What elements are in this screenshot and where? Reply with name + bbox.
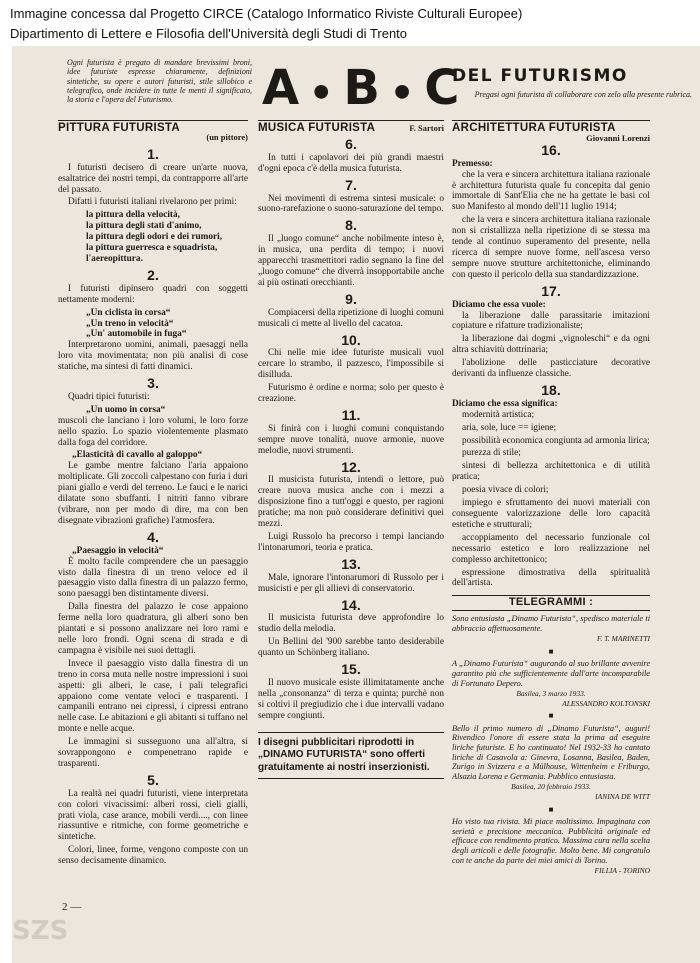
paragraph: Quadri tipici futuristi:	[68, 391, 150, 402]
item-number: 2.	[147, 266, 159, 283]
paragraph: Si finirà con i luoghi comuni conquistando sempre nuove tonalità, nuove armonie, nuove melodie, nuovi strumenti.	[258, 423, 444, 456]
list-item: „Un treno in velocità“	[86, 318, 174, 329]
list-item: la pittura degli odori e dei rumori,	[86, 232, 223, 243]
telegram-signature: ALESSANDRO KOLTONSKI	[562, 698, 650, 708]
dot-icon: ●	[384, 80, 425, 102]
paragraph: Futurismo è ordine e norma; solo per questo è creazione.	[258, 383, 444, 405]
paragraph: possibilità economica congiunta ad armonia lirica;	[462, 435, 650, 446]
paragraph: Dalla finestra del palazzo le cose appaiono ferme nella loro quadratura, gli alberi sono ben piantati e si possono analizzare nei loro rami e nelle loro frondi. Ogni scena di strada e di campagna è visibile nei suoi dettagli.	[58, 602, 248, 656]
telegrams-title: TELEGRAMMI :	[508, 596, 594, 609]
section-title: MUSICA FUTURISTA	[258, 122, 376, 134]
paragraph: espressione dimostrativa della spiritualità dell'artista.	[452, 567, 650, 589]
library-stamp: SZS	[12, 916, 69, 946]
letter-c: C	[424, 60, 464, 116]
item-number: 10.	[341, 331, 361, 348]
section-author: F. Sartori	[409, 123, 444, 133]
paragraph: I futuristi dipinsero quadri con soggetti nettamente moderni:	[58, 283, 248, 305]
paragraph: Luigi Russolo ha precorso i tempi lanciando l'intonarumori, teoria e pratica.	[258, 532, 444, 553]
square-icon: ■	[548, 646, 554, 656]
item-number: 8.	[345, 217, 357, 234]
paragraph: Male, ignorare l'intonarumori di Russolo per i musicisti e per gli allievi di conservatorio.	[258, 572, 444, 594]
item-number: 5.	[147, 771, 159, 788]
list-item: „Un uomo in corsa“	[86, 404, 166, 415]
item-number: 1.	[147, 145, 159, 162]
paragraph: modernità artistica;	[462, 409, 535, 420]
source-banner	[0, 0, 700, 46]
subheading: Diciamo che essa significa:	[452, 398, 558, 409]
list-item: „Un' automobile in fuga“	[86, 329, 187, 340]
paragraph: Difatti i futuristi italiani rivelarono per primi:	[68, 197, 237, 208]
banner-line-1: Immagine concessa dal Progetto CIRCE (Catalogo Informatico Riviste Culturali Europee)	[10, 6, 523, 21]
list-item: „Un ciclista in corsa“	[86, 307, 171, 318]
dot-icon: ●	[303, 80, 344, 102]
telegram-signature: F. T. MARINETTI	[596, 634, 650, 644]
telegrams-section	[452, 595, 650, 875]
paragraph: Il musicista futurista, intendi o lettore, può creare nuova musica anche con i mezzi a disposizione fino a tutt'oggi e questo, per ragioni pratiche; ma non può considerare definitivi quei mezzi.	[258, 475, 444, 530]
column-musica	[258, 120, 444, 779]
paragraph: aria, sole, luce == igiene;	[462, 422, 557, 433]
advertising-notice: I disegni pubblicitari riprodotti in „DINAMO FUTURISTA“ sono offerti gratuitamente ai nostri inserzionisti.	[258, 732, 444, 780]
paragraph: Chi nelle mie idee futuriste musicali vuol cercare lo strambo, il pazzesco, l'impossibile si disilluda.	[258, 348, 444, 381]
paragraph: Nei movimenti di estrema sintesi musicale: o suono-rarefazione o suono-saturazione del tempo.	[258, 193, 444, 215]
section-title: PITTURA FUTURISTA	[58, 122, 181, 134]
paragraph: Le immagini si susseguono una all'altra, si sovrappongono e compenetrano rapide e trasparenti.	[58, 737, 248, 769]
divider	[452, 610, 650, 611]
item-number: 12.	[341, 458, 361, 475]
newspaper-page	[12, 46, 700, 963]
telegram-text: Bello il primo numero di „Dinamo Futurista“, auguri! Rivendico l'onore di essere stata la prima ad eseguire liriche futuriste. E ho continuato! Nel 1932-33 ho cantato liriche di Casavola a: Ginevra, Losanna, Basilea, Baden, Zurigo in Svizzera e a Mülhouse, Wittenheim e Friburgo, Alsazia Lorena e Germania. Pubblico entusiasta.	[452, 723, 650, 781]
item-number: 4.	[147, 528, 159, 545]
paragraph: Le gambe mentre falciano l'aria appaiono moltiplicate. Gli zoccoli calpestano con furia i duri piani giallo e verdi del terreno. Le fauci e le narici dilatate sono sbuffanti. I nitriti fanno vibrare (vibrare, non per modo di dire, ma con ben disegnate vibrazioni grafiche) l'atmosfera.	[58, 461, 248, 526]
divider	[452, 120, 650, 121]
telegram-signature: FILLIA - TORINO	[594, 866, 650, 876]
list-item: „Paesaggio in velocità“	[72, 545, 164, 556]
masthead-abc	[262, 60, 463, 116]
paragraph: Colori, linee, forme, vengono composte con un senso decisamente dinamico.	[58, 845, 248, 867]
paragraph: muscoli che lanciano i loro volumi, le loro forze nello spazio. Lo spazio violentemente plasmato dalla foga del corridore.	[58, 415, 248, 448]
square-icon: ■	[548, 804, 554, 814]
item-number: 11.	[341, 406, 361, 423]
item-number: 14.	[341, 596, 361, 613]
paragraph: I futuristi decisero di creare un'arte nuova, esaltatrice dei nostri tempi, da contrapporre all'arte del passato.	[58, 162, 248, 195]
telegram-text: Ho visto tua rivista. Mi piace moltissimo. Impaginata con serietà e precisione meccanica. Pubblicità originale ed efficace con rendimento pratico. Massima cura nella scelta degli articoli e delle fotografie. Molto bene. Mi congratulo con te anche da parte dei miei amici di Torino.	[452, 817, 650, 865]
masthead-subtitle: DEL FUTURISMO	[452, 66, 628, 86]
masthead-intro: Ogni futurista è pregato di mandare brevissimi broni, idee futuriste espresse chiaramente, definizioni sintetiche, su opere e autori futuristi, stile sillobico e telegrafico, onde incidere in tutte le menti il significato, la storia e l'opera del Futurismo.	[67, 58, 252, 105]
paragraph: Il „luogo comune“ anche nobilmente inteso è, in musica, una perdita di tempo; i nuovi apparecchi trasmettitori radio segnano la fine del „luogo comune“ che diverrà insopportabile anche ai più ostinati orecchianti.	[258, 234, 444, 288]
section-title: ARCHITETTURA FUTURISTA	[452, 122, 616, 134]
telegram-signature: IANINA DE WITT	[595, 792, 650, 802]
paragraph: Interpretarono uomini, animali, paesaggi nella loro vita movimentata; non più analisi di cose statiche, ma sintesi di fatti dinamici.	[58, 340, 248, 373]
list-item: la pittura degli stati d'animo,	[86, 221, 202, 232]
paragraph: l'abolizione delle pasticciature decorative derivanti da influenze classiche.	[452, 358, 650, 380]
item-number: 9.	[345, 290, 357, 307]
paragraph: la liberazione dai dogmi „vignoleschi“ e da ogni altra schiavitù dottrinaria;	[452, 334, 650, 356]
divider	[258, 120, 444, 121]
letter-b: B	[343, 60, 384, 116]
telegram-date: Basilea, 3 marzo 1933.	[516, 689, 586, 699]
item-number: 18.	[541, 381, 561, 398]
paragraph: poesia vivace di colori;	[462, 485, 549, 496]
paragraph: impiego e sfruttamento dei nuovi materiali con conseguente valorizzazione delle loro capacità estetiche e strutturali;	[452, 498, 650, 530]
paragraph: È molto facile comprendere che un paesaggio visto dalla finestra di un treno veloce ed il paesaggio visto dalla finestra di un palazzo fermo, sono paesaggi ben distintamente diversi.	[58, 556, 248, 600]
paragraph: la liberazione dalle parassitarie imitazioni copiature e rifatture tradizionaliste;	[452, 310, 650, 332]
list-item: la pittura della velocità,	[86, 210, 180, 221]
paragraph: Invece il paesaggio visto dalla finestra di un treno in corsa muta nelle nostre impressioni i suoi aspetti: gli alberi, le case, i pali telegrafici appaiono come ventate veloci e trasparenti. I campanili entrano nei cipressi, i cipressi entrano nelle case. Le abitazioni e gli abitanti si tuffano nel monte e nelle acque.	[58, 658, 248, 735]
subheading: Premesso:	[452, 158, 493, 169]
item-number: 16.	[541, 141, 561, 158]
page-number: 2 —	[62, 901, 82, 913]
paragraph: che la vera e sincera architettura italiana razionale è architettura futurista quale fu concepita dal genio immortale di Sant'Elia che ne ha gettate le basi col suo Manifesto al mondo dell'11 luglio 1914;	[452, 169, 650, 213]
column-pittura	[58, 120, 248, 869]
column-architettura	[452, 120, 650, 876]
paragraph: sintesi di bellezza architettonica e di utilità pratica;	[452, 461, 650, 483]
paragraph: Il musicista futurista deve approfondire lo studio della melodia.	[258, 613, 444, 635]
list-item: „Elasticità di cavallo al galoppo“	[72, 450, 203, 461]
item-number: 3.	[147, 375, 159, 392]
paragraph: Il nuovo musicale esiste illimitatamente anche nella „consonanza“ di terza e quinta; purchè non si coltivi il pregiudizio che i due intervalli vadano sempre congiunti.	[258, 677, 444, 721]
item-number: 13.	[341, 555, 361, 572]
telegram-text: Sono entusiasta „Dinamo Futurista“, spedisco materiale ti abbraccio affettuosamente.	[452, 613, 650, 633]
subheading: Diciamo che essa vuole:	[452, 299, 546, 310]
item-number: 6.	[345, 135, 357, 152]
list-item: la pittura guerresca e squadrista,	[86, 243, 218, 254]
telegram-date: Basilea, 20 febbraio 1933.	[511, 782, 591, 792]
banner-line-2: Dipartimento di Lettere e Filosofia dell'Università degli Studi di Trento	[10, 26, 408, 41]
paragraph: Un Bellini del '900 sarebbe tanto desiderabile quanto un Schönberg italiano.	[258, 637, 444, 659]
paragraph: che la vera e sincera architettura italiana razionale non si cristallizza nella ripetizione di se stessa ma tende al continuo superamento del presente, nella ricerca di sempre nuove forme, nell'ascesa verso sempre nuove strutture architettoniche, eliminando con questo il pericolo della sua standardizzazione.	[452, 215, 650, 280]
square-icon: ■	[548, 711, 554, 721]
masthead-note: Pregasi ogni futurista di collaborare con zelo alla presente rubrica.	[474, 90, 692, 99]
list-item: l'aereopittura.	[86, 253, 143, 264]
letter-a: A	[262, 60, 304, 116]
item-number: 15.	[341, 661, 361, 678]
section-author: Giovanni Lorenzi	[586, 132, 650, 143]
paragraph: Compiacersi della ripetizione di luoghi comuni musicali ci mette al livello del cacatoa.	[258, 307, 444, 329]
item-number: 7.	[345, 176, 357, 193]
paragraph: La realtà nei quadri futuristi, viene interpretata con colori vivacissimi: alberi rossi, cieli gialli, prati viola, case arance, mobili verdi...., con linee riassuntive e ritmiche, con forme geometriche e sintetiche.	[58, 788, 248, 843]
section-author: (un pittore)	[206, 131, 248, 142]
telegram-text: A „Dinamo Futurista“ augurando al suo brillante avvenire garantito più che sufficientemente dall'arte incomparabile di Fortunato Depero.	[452, 659, 650, 688]
divider	[58, 120, 248, 121]
item-number: 17.	[541, 282, 561, 299]
paragraph: purezza di stile;	[462, 448, 521, 459]
paragraph: accoppiamento del necessario funzionale col necessario estetico e loro realizzazione nel complesso architettonico;	[452, 532, 650, 565]
paragraph: In tutti i capolavori dei più grandi maestri d'ogni epoca c'è della musica futurista.	[258, 152, 444, 174]
